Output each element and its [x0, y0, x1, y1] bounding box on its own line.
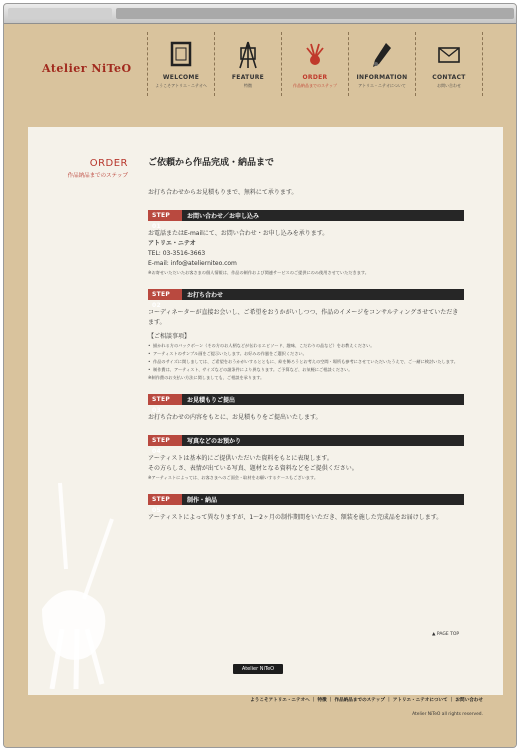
step-tag: STEP 02 — [148, 289, 182, 300]
footer-link-welcome[interactable]: ようこそアトリエ・ニテオへ — [250, 698, 310, 703]
page-body — [4, 24, 516, 747]
nav-welcome[interactable] — [148, 32, 215, 96]
list-item: • 描かれる方のバックボーン（その方のお人柄などが伝わるエピソード、趣味、こだわりの品など）をお教えください。 — [148, 342, 464, 350]
nav-information[interactable] — [349, 32, 416, 96]
envelope-icon — [437, 40, 461, 70]
nav-title: CONTACT — [432, 74, 466, 81]
step-label: お問い合わせ／お申し込み — [187, 213, 260, 220]
step-label: 写真などのお預かり — [187, 438, 242, 445]
step-text: アーティストによって異なりますが、1〜2ヶ月の制作期間をいただき、額装を施した完成品をお届けします。 — [148, 514, 443, 521]
page-heading: ご依頼から作品完成・納品まで — [148, 158, 275, 168]
nav-subtitle: 作品納品までのステップ — [293, 83, 337, 88]
nav-subtitle: 特徴 — [244, 83, 252, 88]
footer-nav: ようこそアトリエ・ニテオへ ｜ 特徴 ｜ 作品納品までのステップ ｜ アトリエ・ニテオについて ｜ お問い合わせ — [250, 698, 483, 703]
main-content — [148, 155, 464, 523]
address-bar[interactable] — [116, 8, 514, 19]
browser-window — [3, 3, 517, 748]
copyright: Atelier NiTeO all rights reserved. — [412, 712, 483, 717]
nav-subtitle: お問い合わせ — [437, 83, 461, 88]
step-label: お打ち合わせ — [187, 292, 224, 299]
nav-title: INFORMATION — [356, 74, 408, 81]
global-nav — [147, 32, 483, 96]
step-label: 制作・納品 — [187, 497, 218, 504]
step-header — [148, 435, 464, 455]
consult-list — [148, 342, 464, 374]
footer-logo[interactable]: Atelier NiTeO — [233, 664, 283, 674]
step-text: その方らしさ、表情が出ている写真、題材となる資料などをご提供ください。 — [148, 465, 358, 472]
easel-icon — [236, 40, 260, 70]
step-text: アーティストは基本的にご提供いただいた資料をもとに表現します。 — [148, 455, 333, 462]
step-header — [148, 494, 464, 514]
step-tag: STEP 03 — [148, 394, 182, 405]
browser-controls[interactable] — [8, 8, 112, 19]
brush-palette-illustration — [32, 479, 122, 689]
nav-contact[interactable] — [416, 32, 483, 96]
nav-subtitle: アトリエ・ニテオについて — [358, 83, 406, 88]
paint-tube-icon — [370, 40, 394, 70]
list-item: • アーティストのサンプル画をご提示いたします。お好みの作風をご選択ください。 — [148, 350, 464, 358]
list-item: • 制作費は、アーティスト、サイズなどの諸条件により異なります。ご予算など、お気軽にご相談ください。 — [148, 366, 464, 374]
page-top-link[interactable]: ▲ PAGE TOP — [432, 632, 460, 637]
step-tag: STEP 01 — [148, 210, 182, 221]
nav-title: WELCOME — [162, 74, 200, 81]
nav-title: FEATURE — [231, 74, 265, 81]
list-title: 【ご相談事項】 — [148, 333, 191, 340]
nav-order[interactable] — [282, 32, 349, 96]
company-name: アトリエ・ニテオ — [148, 240, 196, 247]
step-header — [148, 210, 464, 230]
step-text: コーディネーターが直接お会いし、ご希望をおうかがいしつつ、作品のイメージをコンサルティングさせていただきます。 — [148, 309, 459, 326]
payment-note: ※制作費のお支払い方法に関しましても、ご相談を承ります。 — [148, 375, 265, 380]
browser-toolbar — [4, 4, 516, 24]
step-text: お打ち合わせの内容をもとに、お見積もりをご提出いたします。 — [148, 414, 322, 421]
lead-text: お打ち合わせからお見積もりまで、無料にて承ります。 — [148, 189, 298, 196]
site-logo[interactable]: Atelier NiTeO — [42, 62, 132, 75]
step-header — [148, 394, 464, 414]
step-text: お電話またはE-mailにて、お問い合わせ・お申し込みを承ります。 — [148, 230, 329, 237]
nav-title: ORDER — [302, 74, 328, 81]
footer-link-feature[interactable]: 特徴 — [317, 698, 327, 703]
sidebar-title: ORDER — [89, 158, 128, 169]
step-tag: STEP 04 — [148, 435, 182, 446]
step-tag: STEP 05 — [148, 494, 182, 505]
footer-link-contact[interactable]: お問い合わせ — [455, 698, 483, 703]
phone-number: TEL: 03-3516-3663 — [148, 250, 206, 257]
nav-subtitle: ようこそアトリエ・ニテオへ — [155, 83, 207, 88]
footer-link-order[interactable]: 作品納品までのステップ — [334, 698, 385, 703]
list-item: • 作品のサイズに関しましては、ご希望をおうかがいするとともに、絵を飾ろうとお考えの空間・場所も参考にさせていただいたうえで、ご一緒に検討いたします。 — [148, 358, 464, 366]
nav-feature[interactable] — [215, 32, 282, 96]
step-label: お見積もりご提出 — [187, 397, 236, 404]
email-address[interactable]: E-mail: info@atelierniteo.com — [148, 260, 237, 267]
footer-link-information[interactable]: アトリエ・ニテオについて — [392, 698, 448, 703]
step-header — [148, 289, 464, 309]
privacy-note: ※お寄せいただいたお客さまの個人情報は、作品の制作および関連サービスのご提供にのみ使用させていただきます。 — [148, 270, 369, 275]
frame-icon — [169, 40, 193, 70]
sidebar-subtitle: 作品納品までのステップ — [67, 173, 128, 179]
paint-splash-icon — [303, 40, 327, 70]
step-note: ※アーティストによっては、お客さまへのご面会・取材をお願いするケースもございます。 — [148, 475, 319, 480]
